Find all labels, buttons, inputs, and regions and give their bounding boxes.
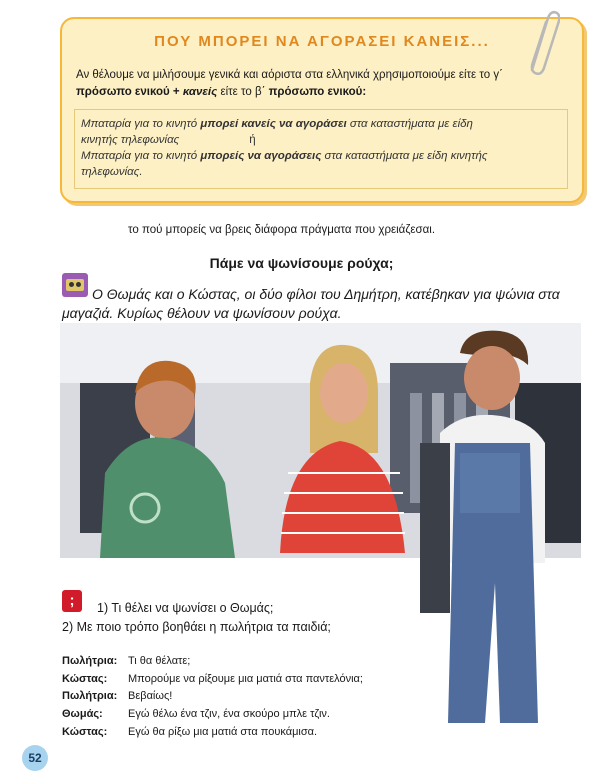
example-line-3: Μπαταρία για το κινητό μπορείς να αγοράσεις στα καταστήματα με είδη κινητής	[81, 150, 488, 162]
line-text: Μπορούμε να ρίξουμε μια ματιά στα παντελόνια;	[128, 673, 363, 685]
line-text: Εγώ θέλω ένα τζιν, ένα σκούρο μπλε τζιν.	[128, 708, 330, 720]
paperclip-icon	[522, 10, 560, 80]
intro-text: το πού μπορείς να βρεις διάφορα πράγματα που χρειάζεσαι.	[128, 224, 436, 236]
dialogue-line	[62, 690, 172, 702]
dialogue-line	[62, 673, 363, 685]
question-2: 2) Με ποιο τρόπο βοηθάει η πωλήτρια τα παιδιά;	[62, 620, 331, 634]
info-line-1: Αν θέλουμε να μιλήσουμε γενικά και αόριστα στα ελληνικά χρησιμοποιούμε είτε το γ΄	[76, 69, 503, 81]
question-1: 1) Τι θέλει να ψωνίσει ο Θωμάς;	[97, 601, 274, 615]
speaker: Πωλήτρια:	[62, 655, 118, 667]
question-mark-icon: ;	[62, 590, 82, 612]
info-line-2: πρόσωπο ενικού + κανείς είτε το β΄ πρόσωπο ενικού:	[76, 86, 367, 98]
info-title: ΠΟΥ ΜΠΟΡΕΙ ΝΑ ΑΓΟΡΑΣΕΙ ΚΑΝΕΙΣ...	[154, 33, 490, 50]
speaker: Πωλήτρια:	[62, 690, 118, 702]
speaker: Κώστας:	[62, 726, 108, 738]
info-text	[76, 67, 568, 101]
example-line-1: Μπαταρία για το κινητό μπορεί κανείς να αγοράσει στα καταστήματα με είδη	[81, 118, 473, 130]
line-text: Τι θα θέλατε;	[128, 655, 191, 667]
section-heading: Πάμε να ψωνίσουμε ρούχα;	[209, 255, 394, 271]
dialogue-line	[62, 655, 190, 667]
dialogue-line	[62, 726, 317, 738]
grammar-info-box	[60, 17, 584, 203]
page-number: 52	[22, 745, 48, 771]
line-text: Εγώ θα ρίξω μια ματιά στα πουκάμισα.	[128, 726, 318, 738]
example-box	[74, 109, 568, 189]
example-line-2: κινητής τηλεφωνίας ή	[81, 134, 256, 146]
speaker: Κώστας:	[62, 673, 108, 685]
story-text: Ο Θωμάς και ο Κώστας, οι δύο φίλοι του Δημήτρη, κατέβηκαν για ψώνια στα μαγαζιά. Κυρίως θέλουν να ψωνίσουν ρούχα.	[62, 286, 560, 321]
speaker: Θωμάς:	[62, 708, 103, 720]
shop-illustration	[60, 323, 581, 728]
dialogue-line	[62, 708, 330, 720]
line-text: Βεβαίως!	[128, 690, 173, 702]
example-line-4: τηλεφωνίας.	[81, 166, 143, 178]
